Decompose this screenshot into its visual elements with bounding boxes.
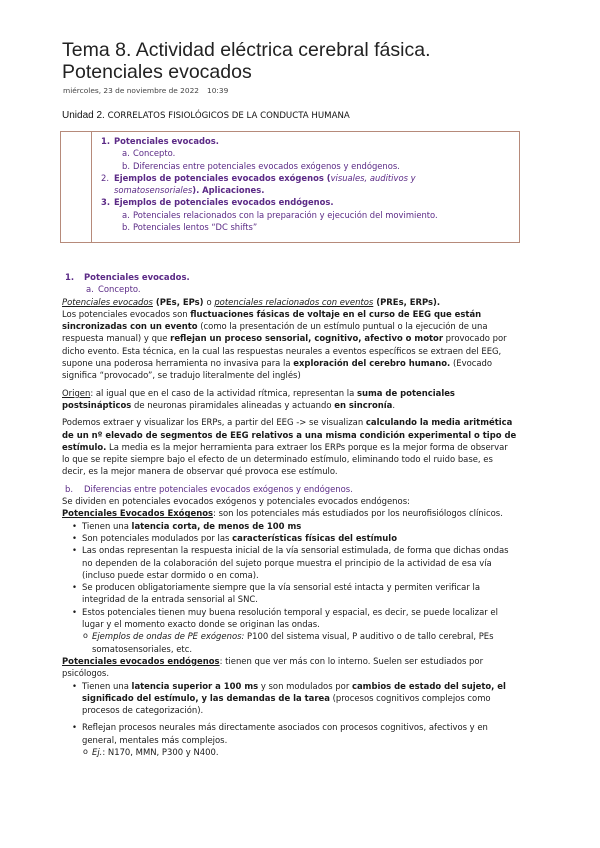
list-item: • Tienen una latencia superior a 100 ms y son modulados por cambios de estado del sujeto, el significado del estímulo, y las demandas de la tarea (procesos cognitivos complejos como procesos de categorización). <box>62 680 542 717</box>
list-item: • Estos potenciales tienen muy buena resolución temporal y espacial, es decir, se puede localizar el lugar y el momento exacto donde se originan las ondas. <box>62 606 542 631</box>
toc-divider <box>91 132 92 242</box>
sub-list-item: o Ej.: N170, MMN, P300 y N400. <box>62 746 542 758</box>
toc-item-2-cont: somatosensoriales). Aplicaciones. <box>114 185 265 196</box>
toc-item-2: 2. Ejemplos de potenciales evocados exógenos (visuales, auditivos y <box>101 172 416 183</box>
list-item: • Reflejan procesos neurales más directamente asociados con procesos cognitivos, afectivos y en general, mentales más complejos. <box>62 721 542 746</box>
unit-heading <box>62 110 350 121</box>
title-line-1: Tema 8. Actividad eléctrica cerebral fásica. <box>62 39 431 61</box>
endogenous-heading: Potenciales evocados endógenos: tienen que ver más con lo interno. Suelen ser estudiados por <box>62 655 484 666</box>
paragraph-division: Se dividen en potenciales evocados exógenos y potenciales evocados endógenos: <box>62 496 410 507</box>
definition-line: Potenciales evocados (PEs, EPs) o potenciales relacionados con eventos (PREs, ERPs). <box>62 296 441 307</box>
list-item: • Se producen obligatoriamente siempre que la vía sensorial esté intacta y permiten verificar la integridad de la entrada sensorial al SNC. <box>62 581 542 606</box>
list-item: • Tienen una latencia corta, de menos de 100 ms <box>62 520 542 532</box>
paragraph-definition: Los potenciales evocados son fluctuaciones fásicas de voltaje en el curso de EEG que están sincronizadas con un evento (como la presentación de un estímulo puntual o la ejecución de una respuesta manual) y que reflejan un proceso sensorial, cognitivo, afectivo o motor provocado por dicho evento. Esta técnica, en la cual las respuestas neurales a eventos específicos se extraen del EEG, supone una poderosa herramienta no invasiva para la exploración del cerebro humano. (Evocado significa “provocado”, se tradujo literalmente del inglés) <box>62 308 507 381</box>
toc-item-1: 1. Potenciales evocados. <box>101 136 219 146</box>
paragraph-origin: Origen: al igual que en el caso de la actividad rítmica, representan la suma de potenciales postsinápticos de neuronas piramidales alineadas y actuando en sincronía. <box>62 387 455 410</box>
table-of-contents <box>60 131 520 243</box>
toc-item-3b: b. Potenciales lentos “DC shifts” <box>122 222 258 233</box>
page-title <box>62 39 431 83</box>
toc-item-3a: a. Potenciales relacionados con la preparación y ejecución del movimiento. <box>122 209 438 220</box>
paragraph-averaging: Podemos extraer y visualizar los ERPs, a partir del EEG -> se visualizan calculando la media aritmética de un nº elevado de segmentos de EEG relativos a una misma condición experimental o tipo de estímulo. La media es la mejor herramienta para extraer los ERPs porque es la mejor forma de observar lo que se repite siempre bajo el efecto de un determinado estímulo, eliminando todo el ruido base, es decir, es la mejor manera de observar qué provoca ese estímulo. <box>62 417 517 477</box>
note-content: 1. Potenciales evocados. a. Concepto. Potenciales evocados (PEs, EPs) o potenciales relacionados con eventos (PREs, ERPs). Los potenciales evocados son fluctuaciones fásicas de voltaje en el curso de EEG que están sincronizadas con un evento (como la presentación de un estímulo puntual o la ejecución de una respuesta manual) y que reflejan un proceso sensorial, cognitivo, afectivo o motor provocado por dicho evento. Esta técnica, en la cual las respuestas neurales a eventos específicos se extraen del EEG, supone una poderosa herramienta no invasiva para la exploración del cerebro humano. (Evocado significa “provocado”, se tradujo literalmente del inglés) Origen: al igual que en el caso de la actividad rítmica, representan la suma de potenciales postsinápticos de neuronas piramidales alineadas y actuando en sincronía. Podemos extraer y visualizar los ERPs, a partir del EEG -> se visualizan calculando la media aritmética de un nº elevado de segmentos de EEG relativos a una misma condición experimental o tipo de estímulo. La media es la mejor herramienta para extraer los ERPs porque es la mejor forma de observar lo que se repite siempre bajo el efecto de un determinado estímulo, eliminando todo el ruido base, es decir, es la mejor manera de observar qué provoca ese estímulo. b. Diferencias entre potenciales evocados exógenos y endógenos. Se dividen en potenciales evocados exógenos y potenciales evocados endógenos: Potenciales Evocados Exógenos: son los potenciales más estudiados por los neurofisiólogos clínicos. • Tienen una latencia corta, de menos de 100 ms • Son potenciales modulados por las características físicas del estímulo • Las ondas representan la respuesta inicial de la vía sensorial estimulada, de forma que dichas ondas no dependen de la colaboración del sujeto porque muestra el principio de la actividad de esa vía (incluso puede estar dormido o en coma). • Se producen obligatoriamente siempre que la vía sensorial esté intacta y permiten verificar la integridad de la entrada sensorial al SNC. • Estos potenciales tienen muy buena resolución temporal y espacial, es decir, se puede localizar el lugar y el momento exacto donde se originan las ondas. o Ejemplos de ondas de PE exógenos: P100 del sistema visual, P auditivo o de tallo cerebral, PEs somatosensoriales, etc. Potenciales evocados endógenos: tienen que ver más con lo interno. Suelen ser estudiados por psicólogos. • Tienen una latencia superior a 100 ms y son modulados por cambios de estado del sujeto, el significado del estímulo, y las demandas de la tarea (procesos cognitivos complejos como procesos de categorización). • Reflejan procesos neurales más directamente asociados con procesos cognitivos, afectivos y en general, mentales más complejos. o Ej.: N170, MMN, P300 y N400. <box>62 271 542 758</box>
subsection-heading-a: a. Concepto. <box>86 284 141 295</box>
list-item: • Son potenciales modulados por las características físicas del estímulo <box>62 532 542 544</box>
toc-item-1b: b. Diferencias entre potenciales evocados exógenos y endógenos. <box>122 160 400 171</box>
list-item: • Las ondas representan la respuesta inicial de la vía sensorial estimulada, de forma que dichas ondas no dependen de la colaboración del sujeto porque muestra el principio de la actividad de esa vía (incluso puede estar dormido o en coma). <box>62 544 542 581</box>
section-heading: 1. Potenciales evocados. <box>65 272 190 282</box>
exogenous-heading: Potenciales Evocados Exógenos: son los potenciales más estudiados por los neurofisiólogos clínicos. <box>62 508 503 519</box>
unit-name: CORRELATOS FISIOLÓGICOS DE LA CONDUCTA HUMANA <box>107 111 350 121</box>
toc-item-1a: a. Concepto. <box>122 148 176 159</box>
subsection-heading-b: b. Diferencias entre potenciales evocados exógenos y endógenos. <box>65 483 353 494</box>
note-timestamp <box>63 86 228 95</box>
title-line-2: Potenciales evocados <box>62 61 252 83</box>
note-date: miércoles, 23 de noviembre de 2022 <box>63 86 199 95</box>
note-time: 10:39 <box>207 86 229 95</box>
sub-list-item: o Ejemplos de ondas de PE exógenos: P100 del sistema visual, P auditivo o de tallo cerebral, PEs somatosensoriales, etc. <box>62 630 542 655</box>
toc-item-3: 3. Ejemplos de potenciales evocados endógenos. <box>101 197 334 208</box>
unit-prefix: Unidad 2. <box>62 110 108 121</box>
